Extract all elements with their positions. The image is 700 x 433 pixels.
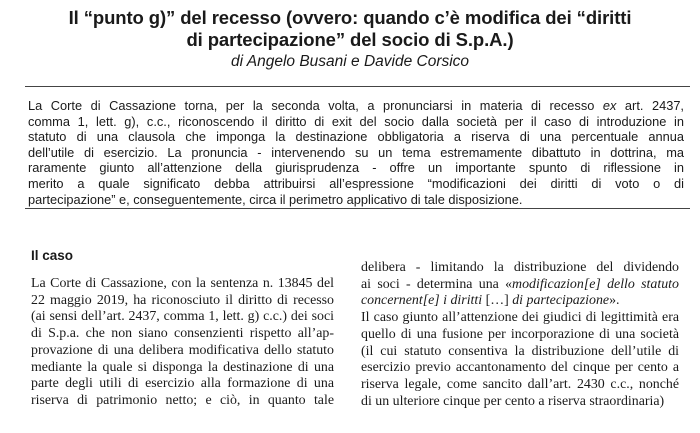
abstract-line: dell’utile di esercizio. La pronuncia - intervenendo su un tema estremamente dibattuto in dottrina, ma: [28, 144, 684, 160]
body-text-italic: concernent[e] i diritti: [361, 293, 486, 309]
body-text-italic: modificazion[e] dello statuto: [512, 276, 679, 292]
body-line: (ai sensi dell’art. 2437, comma 1, lett. g) c.c.) dei soci: [31, 309, 334, 325]
body-line: riserva di patrimonio netto; e ciò, in quanto tale: [31, 392, 334, 408]
abstract-line: [28, 98, 684, 114]
body-line: Il caso giunto all’attenzione dei giudici di legittimità era: [361, 310, 679, 326]
abstract-line: comma 1, lett. g), c.c., riconoscendo il diritto di exit del socio dalla società per il caso di introduzione in: [28, 113, 684, 129]
body-line: esercizio previo accantonamento del cinque per cento a: [361, 360, 679, 376]
abstract-line: merito a quale significato debba attribuirsi all’espressione “modificazioni dei diritti di voto o di: [28, 175, 684, 191]
body-column-left: [31, 276, 334, 410]
body-line: parte degli utili di esercizio alla formazione di una: [31, 376, 334, 392]
abstract-text: art. 2437,: [616, 98, 684, 113]
body-line: riserva legale, come sancito dall’art. 2430 c.c., nonché: [361, 376, 679, 392]
article-authors: di Angelo Busani e Davide Corsico: [230, 53, 470, 70]
body-line: delibera - limitando la distribuzione del dividendo: [361, 260, 679, 275]
body-text: ai soci - determina una «: [361, 276, 513, 292]
abstract-box: [25, 86, 690, 209]
body-line: di S.p.a. che non siano consenzienti rispetto all’ap-: [31, 326, 334, 342]
abstract-text: La Corte di Cassazione torna, per la seconda volta, a pronunciarsi in materia di recesso: [28, 98, 603, 113]
body-line: (il cui statuto consentiva la distribuzione dell’utile di: [361, 343, 679, 359]
abstract-line: partecipazione” e, conseguentemente, circa il perimetro applicativo di tale disposizione.: [28, 191, 523, 207]
body-line: quello di una fusione per incorporazione di una società: [361, 326, 679, 342]
body-line: 22 maggio 2019, ha riconosciuto il diritto di recesso: [31, 292, 334, 308]
abstract-text-italic: ex: [602, 98, 617, 113]
article-title-line-2: di partecipazione” del socio di S.p.A.): [186, 29, 514, 50]
section-heading: Il caso: [31, 248, 74, 263]
body-line: mediante la quale si disponga la destinazione di una: [31, 359, 334, 375]
body-line: di un ulteriore cinque per cento a riserva straordinaria): [361, 393, 665, 409]
body-line: La Corte di Cassazione, con la sentenza n. 13845 del: [31, 276, 334, 291]
article-title: [20, 7, 680, 51]
body-text: ».: [609, 293, 620, 309]
body-line: [361, 293, 679, 310]
abstract-line: raramente giunto all’attenzione della giurisprudenza - offre un importante spunto di riflessione in: [28, 160, 684, 176]
article-title-line-1: Il “punto g)” del recesso (ovvero: quando c’è modifica dei “diritti: [68, 7, 632, 28]
body-line: provazione di una delibera modificativa dello statuto: [31, 342, 334, 358]
abstract-line: statuto di una clausola che imponga la destinazione obbligatoria a riserva di una percentuale annua: [28, 129, 684, 145]
body-line: [361, 277, 679, 294]
body-column-right: [361, 260, 679, 410]
body-text: […]: [485, 293, 509, 309]
body-text-italic: di partecipazione: [508, 293, 610, 309]
